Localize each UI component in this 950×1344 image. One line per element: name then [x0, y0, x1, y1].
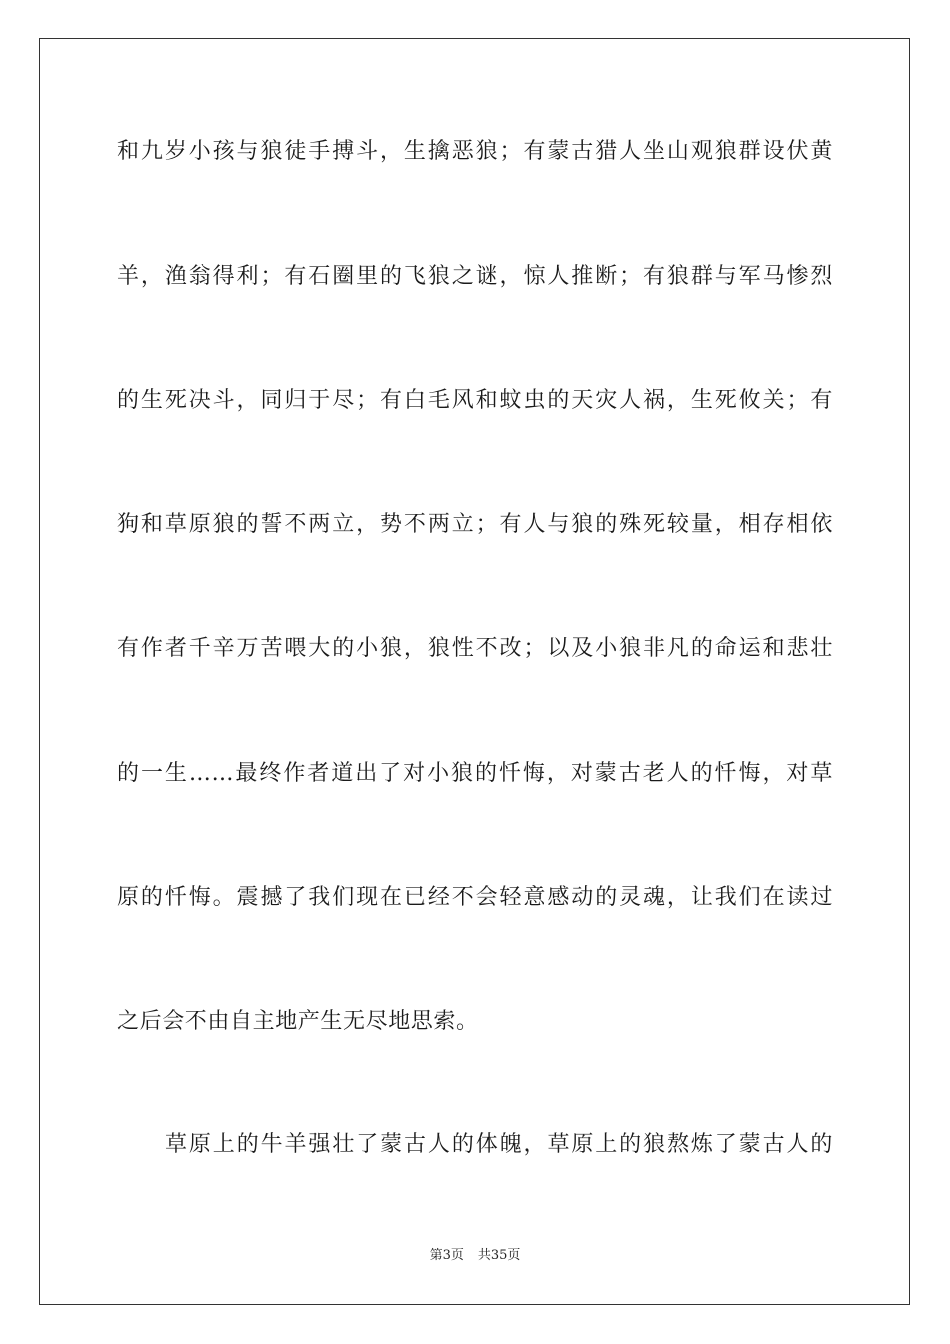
body-text-line: 狗和草原狼的誓不两立，势不两立；有人与狼的殊死较量，相存相依: [117, 512, 833, 537]
body-text-line-end: 之后会不由自主地产生无尽地思索。: [117, 1009, 479, 1034]
body-text-line: 原的忏悔。震撼了我们现在已经不会轻意感动的灵魂，让我们在读过: [117, 885, 833, 910]
body-text-line: 的生死决斗，同归于尽；有白毛风和蚊虫的天灾人祸，生死攸关；有: [117, 388, 833, 413]
page-total: 共35页: [477, 1248, 521, 1263]
page-footer: [0, 1247, 950, 1265]
body-text-line: 羊，渔翁得利；有石圈里的飞狼之谜，惊人推断；有狼群与军马惨烈: [117, 264, 833, 289]
page-border: [39, 38, 910, 1305]
body-text-line: 有作者千辛万苦喂大的小狼，狼性不改；以及小狼非凡的命运和悲壮: [117, 636, 833, 661]
body-text-line: 的一生……最终作者道出了对小狼的忏悔，对蒙古老人的忏悔，对草: [117, 761, 833, 786]
paragraph-first-line: 草原上的牛羊强壮了蒙古人的体魄，草原上的狼熬炼了蒙古人的: [165, 1132, 833, 1157]
body-text-line: 和九岁小孩与狼徒手搏斗，生擒恶狼；有蒙古猎人坐山观狼群设伏黄: [117, 139, 833, 164]
page-number: 第3页: [429, 1248, 464, 1263]
